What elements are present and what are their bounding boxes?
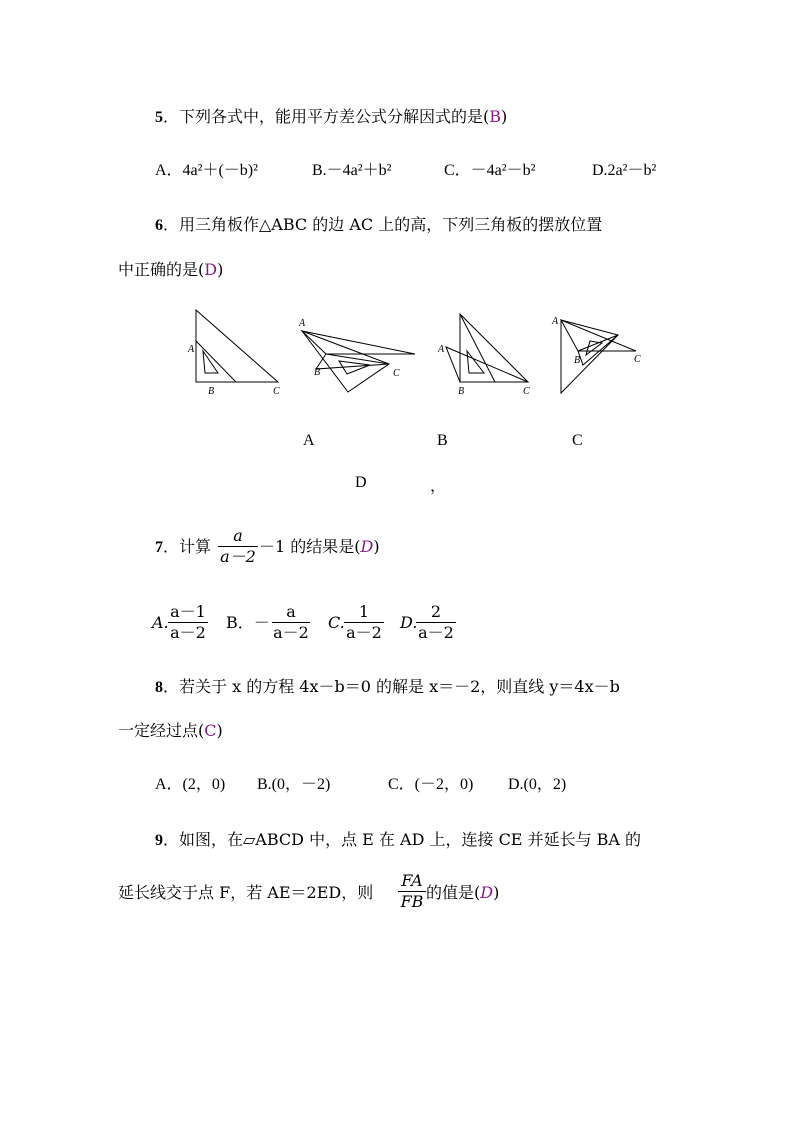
- svg-text:A: A: [299, 318, 306, 329]
- q8-stem: [155, 676, 620, 699]
- q8-stem-2: [118, 720, 223, 742]
- svg-text:C: C: [273, 386, 280, 397]
- svg-text:A: A: [438, 344, 445, 355]
- q7-option-a-num: a－1: [170, 602, 206, 621]
- q7-text-pre: ．计算: [163, 537, 212, 556]
- q6-close: ): [217, 260, 224, 279]
- q9-frac-num: FA: [401, 871, 423, 890]
- q9-stem-2-post: [426, 882, 499, 904]
- q5-text: ．下列各式中，能用平方差公式分解因式的是(: [163, 107, 490, 126]
- q5-number: 5: [155, 109, 163, 126]
- q8-text-2: 一定经过点(: [118, 721, 205, 740]
- figure-b: [298, 318, 415, 392]
- q7-frac-den: a－2: [220, 547, 256, 566]
- q9-close: ): [493, 883, 500, 902]
- q7-option-c-frac: [344, 602, 384, 643]
- figure-a: [187, 310, 280, 397]
- q6-text-2: 中正确的是(: [118, 260, 205, 279]
- q7-close: ): [373, 537, 380, 556]
- q5-option-c: C．－4a²－b²: [444, 162, 536, 179]
- q9-frac-den: FB: [400, 892, 424, 911]
- figure-d: [551, 316, 641, 393]
- svg-text:C: C: [634, 354, 641, 365]
- q8-number: 8: [155, 679, 163, 696]
- q9-stem: [155, 829, 641, 852]
- q7-fraction: [218, 526, 258, 567]
- q6-label-a: A: [303, 432, 315, 449]
- svg-text:C: C: [523, 386, 530, 397]
- q7-option-b-num: a: [286, 602, 296, 621]
- q7-stem-pre: [155, 536, 211, 559]
- q8-option-c: C．(－2，0): [388, 776, 474, 793]
- q5-option-d: D.2a²－b²: [592, 162, 657, 179]
- q7-stem-post: [259, 536, 380, 558]
- q7-option-d-label: D.: [400, 613, 418, 632]
- q9-text-post: 的值是(: [426, 883, 481, 902]
- q7-option-d-den: a－2: [418, 623, 454, 642]
- q9-fraction: [398, 871, 426, 912]
- q7-option-c-num: 1: [358, 602, 370, 621]
- q6-number: 6: [155, 217, 163, 234]
- q6-answer: D: [204, 260, 218, 279]
- svg-text:B: B: [458, 386, 465, 397]
- q6-label-b: B: [437, 432, 448, 449]
- q7-option-a-frac: [168, 602, 208, 643]
- q5-close: ): [501, 107, 508, 126]
- q6-label-c: C: [572, 432, 583, 449]
- q7-option-a-label: A.: [152, 613, 169, 632]
- q7-text-post: －1 的结果是(: [259, 537, 361, 556]
- q7-option-c-label: C.: [328, 613, 345, 632]
- q7-option-b-frac: [272, 602, 310, 643]
- svg-text:B: B: [208, 386, 215, 397]
- q9-text: ．如图，在▱ABCD 中，点 E 在 AD 上，连接 CE 并延长与 BA 的: [163, 830, 642, 849]
- q7-option-d-frac: [416, 602, 456, 643]
- q5-answer: B: [489, 107, 502, 126]
- q7-option-b-den: a－2: [273, 623, 309, 642]
- q6-stem: [155, 214, 602, 237]
- q5-option-a: A．4a²＋(－b)²: [155, 162, 258, 179]
- q8-text: ．若关于 x 的方程 4x－b＝0 的解是 x＝－2，则直线 y＝4x－b: [163, 677, 620, 696]
- q7-option-a-den: a－2: [170, 623, 206, 642]
- svg-text:B: B: [314, 367, 321, 378]
- q7-answer: D: [360, 537, 374, 556]
- svg-text:A: A: [188, 344, 195, 355]
- q6-stem-2: [118, 259, 223, 281]
- q6-figures: [0, 305, 794, 415]
- q7-frac-num: a: [233, 526, 243, 545]
- q6-label-d: D: [355, 474, 367, 491]
- q9-stem-2-pre: 延长线交于点 F，若 AE＝2ED，则: [118, 883, 374, 902]
- q8-option-b: B.(0，－2): [257, 776, 331, 793]
- figure-c: [437, 314, 530, 397]
- q7-option-c-den: a－2: [346, 623, 382, 642]
- q8-close: ): [216, 721, 223, 740]
- q9-number: 9: [155, 832, 163, 849]
- q8-option-d: D.(0，2): [508, 776, 567, 793]
- q9-answer: D: [480, 883, 494, 902]
- q7-option-b-label: B．－: [226, 613, 270, 632]
- q5-option-b: B.－4a²＋b²: [312, 162, 392, 179]
- svg-text:C: C: [393, 368, 400, 379]
- q7-option-d-num: 2: [430, 602, 442, 621]
- svg-text:B: B: [574, 355, 581, 366]
- q5-stem: [155, 106, 507, 129]
- q8-answer: C: [204, 721, 217, 740]
- q7-number: 7: [155, 539, 163, 556]
- q6-text: ．用三角板作△ABC 的边 AC 上的高，下列三角板的摆放位置: [163, 215, 603, 234]
- svg-text:A: A: [552, 316, 559, 327]
- q8-option-a: A．(2，0): [155, 776, 226, 793]
- q6-label-comma: ，: [430, 476, 447, 495]
